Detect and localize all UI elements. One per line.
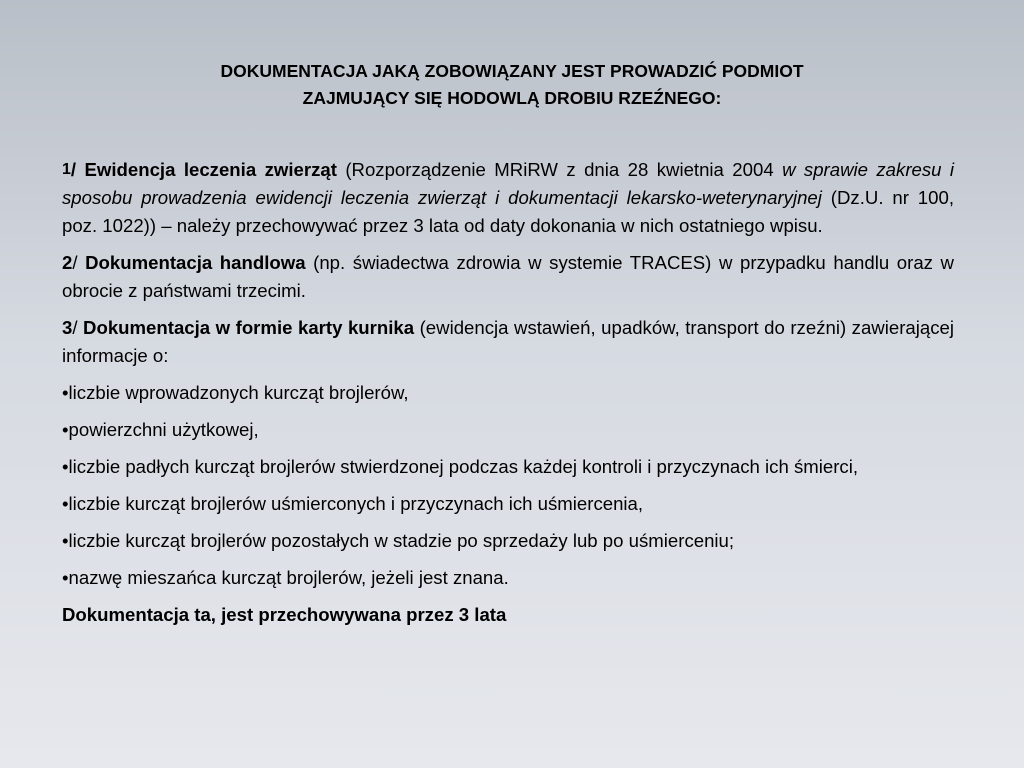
item-3 [62,314,954,370]
slide-content [62,156,954,629]
bullet-item: •liczbie kurcząt brojlerów uśmierconych i przyczynach ich uśmiercenia, [62,493,644,514]
item-3-text: (ewidencja wstawień, upadków, transport do rzeźni) zawierającej informacje o: [62,317,954,366]
item-2-text: (np. świadectwa zdrowia w systemie TRACES) w przypadku handlu oraz w obrocie z państwami trzecimi. [62,252,954,301]
bullet-item: •liczbie kurcząt brojlerów pozostałych w stadzie po sprzedaży lub po uśmierceniu; [62,530,735,551]
title-line-2: ZAJMUJĄCY SIĘ HODOWLĄ DROBIU RZEŹNEGO: [302,88,722,108]
bullet-item: •liczbie padłych kurcząt brojlerów stwierdzonej podczas każdej kontroli i przyczynach ich śmierci, [62,456,859,477]
item-1-separator: / [70,159,85,180]
item-2 [62,249,954,305]
closing-note: Dokumentacja ta, jest przechowywana przez 3 lata [62,604,507,625]
bullet-item: •nazwę mieszańca kurcząt brojlerów, jeżeli jest znana. [62,567,509,588]
item-2-number: 2 [62,252,73,273]
bullet-item: •powierzchni użytkowej, [62,419,259,440]
item-2-separator: / [72,252,86,273]
item-1 [62,156,954,240]
title-line-1: DOKUMENTACJA JAKĄ ZOBOWIĄZANY JEST PROWADZIĆ PODMIOT [220,61,804,81]
item-1-text-after: (Dz.U. nr 100, poz. 1022)) – należy przechowywać przez 3 lata od daty dokonania w nich ostatniego wpisu. [62,187,954,236]
item-2-heading: Dokumentacja handlowa [85,252,306,273]
item-1-heading: Ewidencja leczenia zwierząt [84,159,337,180]
item-3-number: 3 [62,317,73,338]
slide-title [100,58,924,112]
item-1-number: 1 [62,161,71,178]
item-1-text-before: (Rozporządzenie MRiRW z dnia 28 kwietnia 2004 [336,159,783,180]
item-3-heading: Dokumentacja w formie karty kurnika [83,317,415,338]
item-3-separator: / [72,317,84,338]
item-1-italic-title: w sprawie zakresu i sposobu prowadzenia ewidencji leczenia zwierząt i dokumentacji lekarsko-weterynaryjnej [62,159,955,208]
bullet-item: •liczbie wprowadzonych kurcząt brojlerów, [62,382,409,403]
